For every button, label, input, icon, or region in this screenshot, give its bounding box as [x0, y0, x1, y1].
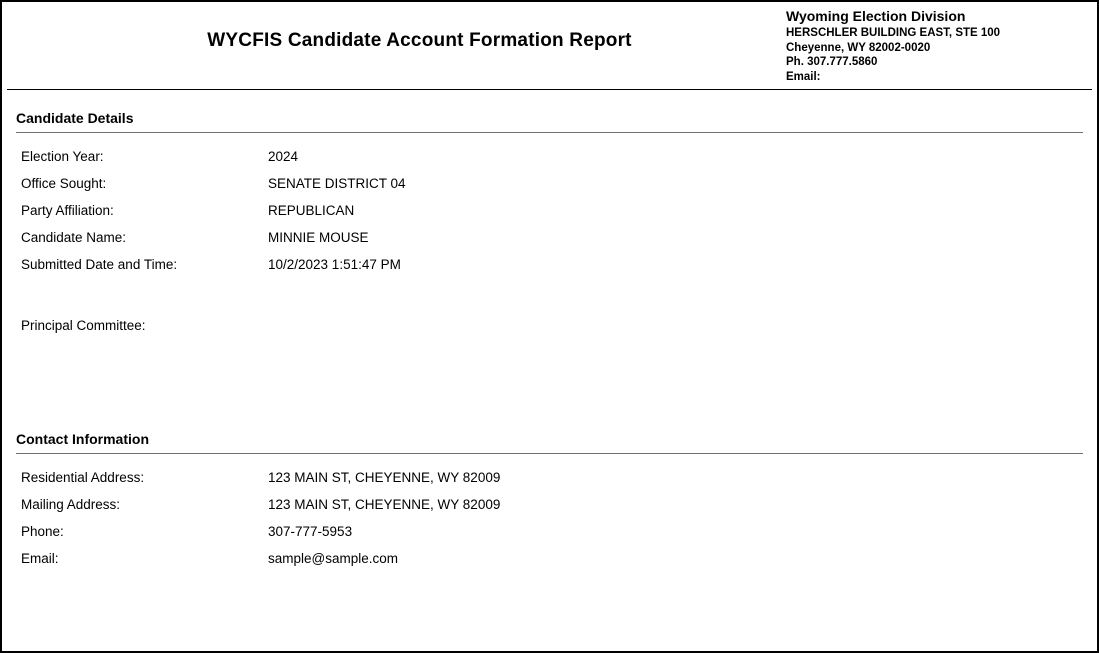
- field-row: [16, 491, 1083, 518]
- field-value: 123 MAIN ST, CHEYENNE, WY 82009: [268, 497, 501, 512]
- page-title: WYCFIS Candidate Account Formation Report: [207, 30, 632, 51]
- field-value: 123 MAIN ST, CHEYENNE, WY 82009: [268, 470, 501, 485]
- committee-spacer: [16, 339, 1083, 411]
- agency-address-line-1: HERSCHLER BUILDING EAST, STE 100: [786, 26, 1001, 39]
- field-row: [16, 170, 1083, 197]
- field-row: [16, 224, 1083, 251]
- field-label: Candidate Name:: [21, 230, 127, 245]
- field-value: MINNIE MOUSE: [268, 230, 369, 245]
- field-label: Mailing Address:: [21, 497, 121, 512]
- field-label: Email:: [21, 551, 59, 566]
- section-spacer: [16, 278, 1083, 312]
- field-label: Election Year:: [21, 149, 104, 164]
- field-label: Party Affiliation:: [21, 203, 114, 218]
- field-row: [16, 143, 1083, 170]
- field-row: [16, 545, 1083, 572]
- candidate-details-section: [16, 90, 1083, 411]
- field-row: [16, 464, 1083, 491]
- field-row: [16, 197, 1083, 224]
- field-label: Office Sought:: [21, 176, 107, 191]
- agency-phone: Ph. 307.777.5860: [786, 56, 878, 69]
- field-value: SENATE DISTRICT 04: [268, 176, 406, 191]
- field-value: sample@sample.com: [268, 551, 398, 566]
- report-header: [7, 2, 1092, 90]
- field-value: 307-777-5953: [268, 524, 353, 539]
- agency-address-line-2: Cheyenne, WY 82002-0020: [786, 41, 931, 54]
- field-value: 2024: [268, 149, 299, 164]
- field-row: [16, 518, 1083, 545]
- principal-committee-label: Principal Committee:: [21, 318, 146, 333]
- field-value: 10/2/2023 1:51:47 PM: [268, 257, 401, 272]
- contact-information-section: [16, 411, 1083, 572]
- contact-information-rows: [16, 454, 1083, 572]
- field-label: Phone:: [21, 524, 64, 539]
- field-row: [16, 251, 1083, 278]
- contact-information-title: Contact Information: [16, 431, 149, 447]
- agency-block: [786, 8, 1086, 85]
- field-label: Submitted Date and Time:: [21, 257, 178, 272]
- agency-email: Email:: [786, 71, 821, 84]
- agency-name: Wyoming Election Division: [786, 8, 966, 24]
- candidate-details-title: Candidate Details: [16, 110, 134, 126]
- field-label: Residential Address:: [21, 470, 145, 485]
- field-value: REPUBLICAN: [268, 203, 355, 218]
- candidate-details-rows: [16, 133, 1083, 411]
- principal-committee-row: [16, 312, 1083, 339]
